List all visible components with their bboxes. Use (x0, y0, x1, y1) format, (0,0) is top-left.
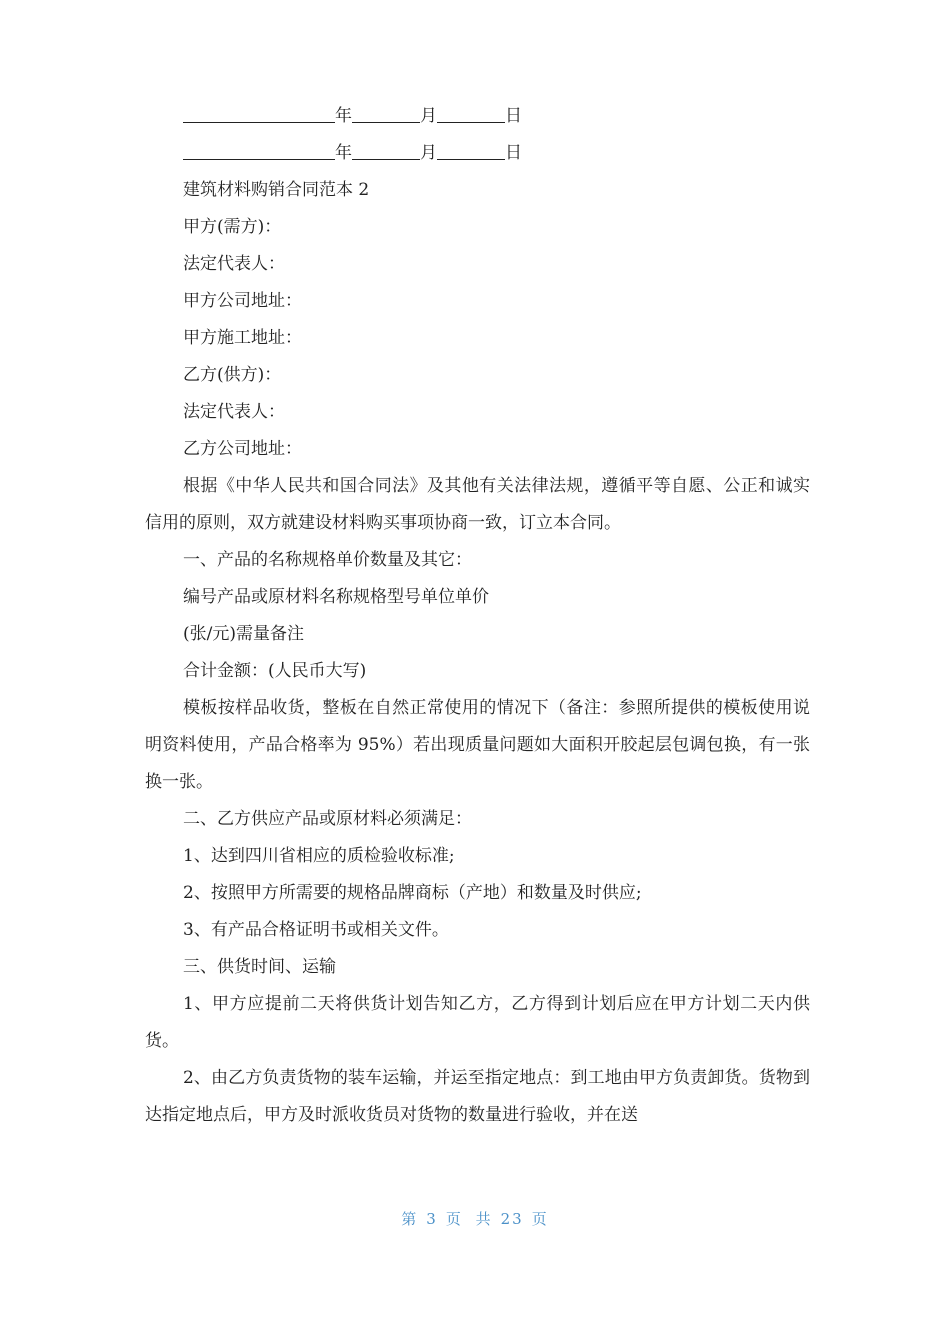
year-blank (183, 139, 335, 160)
month-label: 月 (420, 106, 437, 126)
date-line (145, 135, 810, 172)
year-blank (183, 102, 335, 123)
month-blank (352, 102, 420, 123)
day-blank (437, 139, 505, 160)
section-2-item-3: 3、有产品合格证明书或相关文件。 (183, 920, 449, 940)
party-a-label: 甲方(需方)： (183, 217, 282, 237)
quality-paragraph: 模板按样品收货，整板在自然正常使用的情况下（备注：参照所提供的模板使用说明资料使用，产品合格率为 95%）若出现质量问题如大面积开胶起层包调包换，有一张换一张。 (145, 698, 810, 792)
contract-title: 建筑材料购销合同范本 2 (183, 180, 370, 200)
footer-total-pages: 23 (500, 1210, 524, 1228)
year-label: 年 (335, 106, 352, 126)
section-3-item-2: 2、由乙方负责货物的装车运输，并运至指定地点：到工地由甲方负责卸货。货物到达指定地点后，甲方及时派收货员对货物的数量进行验收，并在送 (145, 1068, 810, 1125)
section-2-item-2: 2、按照甲方所需要的规格品牌商标（产地）和数量及时供应; (183, 883, 642, 903)
year-label: 年 (335, 143, 352, 163)
party-b-label: 乙方(供方)： (183, 365, 282, 385)
section-3-heading: 三、供货时间、运输 (183, 957, 336, 977)
party-a-representative: 法定代表人： (183, 254, 285, 274)
party-a-site-address: 甲方施工地址： (183, 328, 302, 348)
party-b-representative: 法定代表人： (183, 402, 285, 422)
footer-middle: 页 共 (445, 1210, 493, 1228)
month-blank (352, 139, 420, 160)
footer-prefix: 第 (401, 1210, 419, 1228)
section-2-heading: 二、乙方供应产品或原材料必须满足： (183, 809, 472, 829)
section-1-heading: 一、产品的名称规格单价数量及其它： (183, 550, 472, 570)
section-2-item-1: 1、达到四川省相应的质检验收标准; (183, 846, 455, 866)
document-body (145, 98, 810, 1134)
product-columns-line-2: (张/元)需量备注 (183, 624, 304, 644)
footer-page-number: 3 (426, 1210, 438, 1228)
footer-suffix: 页 (531, 1210, 549, 1228)
date-line (145, 98, 810, 135)
party-b-company-address: 乙方公司地址： (183, 439, 302, 459)
month-label: 月 (420, 143, 437, 163)
total-amount-line: 合计金额：(人民币大写) (183, 661, 367, 681)
section-3-item-1: 1、甲方应提前二天将供货计划告知乙方，乙方得到计划后应在甲方计划二天内供货。 (145, 994, 810, 1051)
party-a-company-address: 甲方公司地址： (183, 291, 302, 311)
day-label: 日 (505, 106, 522, 126)
product-columns-line-1: 编号产品或原材料名称规格型号单位单价 (183, 587, 489, 607)
day-blank (437, 102, 505, 123)
page-footer (0, 1208, 950, 1229)
preamble-paragraph: 根据《中华人民共和国合同法》及其他有关法律法规，遵循平等自愿、公正和诚实信用的原则，双方就建设材料购买事项协商一致，订立本合同。 (145, 476, 810, 533)
day-label: 日 (505, 143, 522, 163)
